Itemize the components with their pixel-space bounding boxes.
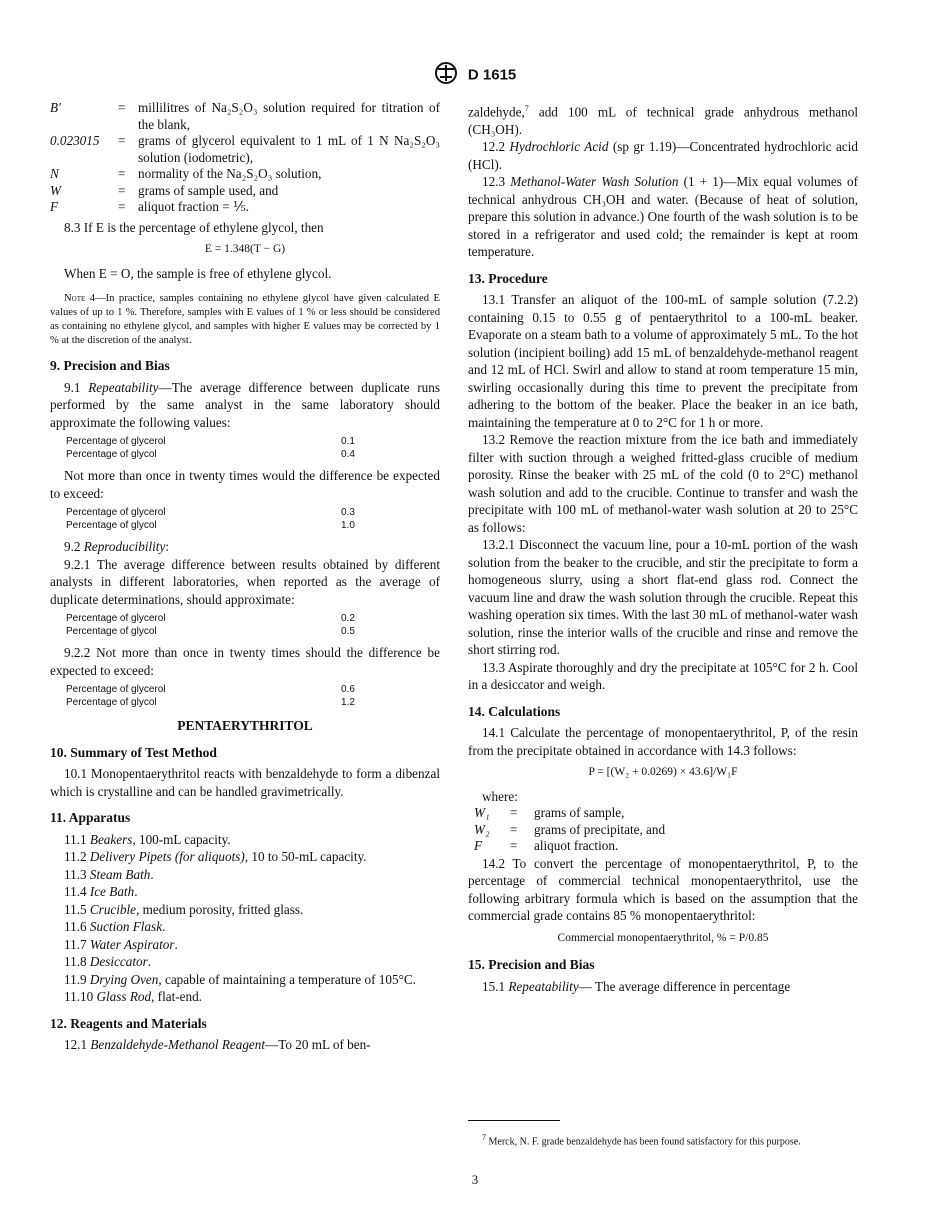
apparatus-list <box>50 831 440 1006</box>
values-row <box>66 519 355 532</box>
values-value: 0.3 <box>341 507 355 518</box>
paragraph-13-3: 13.3 Aspirate thoroughly and dry the precipitate at 105°C for 2 h. Cool in a desiccator and weigh. <box>468 659 858 693</box>
equals-sign: = <box>510 805 518 821</box>
definition-row <box>50 133 440 166</box>
footnote-7: $^7$ Merck, N. F. grade benzaldehyde has been found satisfactory for this purpose. <box>482 1133 801 1148</box>
apparatus-item: 11.9 Drying Oven, capable of maintaining a temperature of 105°C. <box>64 971 416 987</box>
definition-symbol: F <box>474 838 483 854</box>
values-value: 1.0 <box>341 520 355 531</box>
definition-symbol: N <box>50 166 59 181</box>
values-row <box>66 696 355 709</box>
paragraph-8-3: 8.3 If E is the percentage of ethylene glycol, then <box>64 219 324 235</box>
apparatus-item: 11.5 Crucible, medium porosity, fritted glass. <box>64 901 304 917</box>
values-row <box>66 683 355 696</box>
heading-14: 14. Calculations <box>468 703 561 719</box>
paragraph-9-2: 9.2 Reproducibility: <box>64 539 169 554</box>
heading-10: 10. Summary of Test Method <box>50 744 217 760</box>
values-value: 1.2 <box>341 697 355 708</box>
values-label: Percentage of glycerol <box>66 507 166 518</box>
apparatus-item: 11.2 Delivery Pipets (for aliquots), 10 to 50-mL capacity. <box>64 849 367 864</box>
definition-row <box>50 166 440 183</box>
paragraph-9-2-2: 9.2.2 Not more than once in twenty times should the difference be expected to exceed: <box>50 645 440 678</box>
paragraph-9-2-1: 9.2.1 The average difference between results obtained by different analysts in different laboratories, when reported as the average of duplicate determinations, should approximate: <box>50 556 440 607</box>
heading-13: 13. Procedure <box>468 270 548 286</box>
equals-sign: = <box>118 182 126 198</box>
definition-text: millilitres of Na₂S₂O₃ solution required for titration of the blank, <box>138 100 440 132</box>
paragraph-14-2: 14.2 To convert the percentage of monopentaerythritol, P, to the percentage of commercial technical monopentaerythritol, use the following arbitrary formula which is based on the assumption that the commercial grade contains 85 % monopentaerythritol: <box>468 855 858 924</box>
heading-9: 9. Precision and Bias <box>50 358 170 373</box>
apparatus-item: 11.7 Water Aspirator. <box>64 936 178 952</box>
note-4: Note 4—In practice, samples containing no ethylene glycol have given calculated E values of up to 1 %. Therefore, samples with E values of 1 % or less should be considered as containing no ethylene glycol, and samples with higher E values may be corrected by 1 % at the discretion of the analyst. <box>50 293 440 346</box>
paragraph-9-1: 9.1 Repeatability—The average difference between duplicate runs performed by the same analyst in the same laboratory should approximate the following values: <box>50 379 440 430</box>
values-value: 0.2 <box>341 613 355 624</box>
definition-text: aliquot fraction = ⅕. <box>138 199 250 214</box>
values-label: Percentage of glycol <box>66 520 157 531</box>
values-row <box>66 506 355 519</box>
astm-logo-icon <box>434 62 458 88</box>
definition-text: grams of glycerol equivalent to 1 mL of 1 N Na₂S₂O₃ solution (iodometric), <box>138 133 440 165</box>
values-label: Percentage of glycol <box>66 449 157 460</box>
values-table-2 <box>66 506 355 532</box>
paragraph-12-2: 12.2 Hydrochloric Acid (sp gr 1.19)—Concentrated hydrochloric acid (HCl). <box>468 139 858 172</box>
values-table-3 <box>66 612 355 638</box>
equals-sign: = <box>510 838 518 854</box>
values-label: Percentage of glycerol <box>66 684 166 695</box>
definition-symbol: F <box>50 199 59 214</box>
values-label: Percentage of glycol <box>66 626 157 637</box>
paragraph-15-1: 15.1 Repeatability— The average difference in percentage <box>482 978 791 994</box>
values-value: 0.5 <box>341 626 355 637</box>
definition-text: normality of the Na₂S₂O₃ solution, <box>138 166 322 181</box>
heading-12: 12. Reagents and Materials <box>50 1015 207 1031</box>
heading-15: 15. Precision and Bias <box>468 957 595 973</box>
paragraph-13-2: 13.2 Remove the reaction mixture from the ice bath and immediately filter with suction through a weighed fritted-glass crucible of medium porosity. Rinse the beaker with 25 mL of the cold (0 to 2°C) methanol wash solution and add to the crucible. Continue to transfer and wash the precipitate with 100 mL of methanol-water wash solution at 20 to 25°C as follows: <box>468 432 858 535</box>
values-value: 0.4 <box>341 449 355 460</box>
definition-text: grams of sample, <box>534 805 625 821</box>
equals-sign: = <box>510 821 518 837</box>
values-row <box>66 448 355 461</box>
definition-text: aliquot fraction. <box>534 838 619 854</box>
paragraph-13-1: 13.1 Transfer an aliquot of the 100-mL of sample solution (7.2.2) containing 0.15 to 0.55 g of pentaerythritol to a 100-mL beaker. Evaporate on a steam bath to a volume of approximately 5 mL. To the hot solution (incipient boiling) add 15 mL of benzaldehyde-methanol reagent and 12 mL of HCl. Swirl and allow to stand at room temperature 15 min, swirling occasionally during this time to prevent the precipitate from adhering to the bottom of the beaker. Place the beaker in an ice bath, maintaining the temperature at 0 to 2°C for 1 h or more. <box>468 292 858 430</box>
definition-symbol: B′ <box>50 100 61 115</box>
definition-symbol: W₂ <box>474 821 490 837</box>
heading-11: 11. Apparatus <box>50 810 131 825</box>
apparatus-item: 11.6 Suction Flask. <box>64 919 166 934</box>
apparatus-item: 11.4 Ice Bath. <box>64 884 138 899</box>
document-code: D 1615 <box>467 66 517 84</box>
values-label: Percentage of glycerol <box>66 436 166 447</box>
equation-e: E = 1.348(T − G) <box>204 243 286 255</box>
right-column <box>468 100 858 995</box>
paragraph-14-1: 14.1 Calculate the percentage of monopentaerythritol, P, of the resin from the precipitate obtained in accordance with 14.3 follows: <box>468 725 858 758</box>
paragraph-13-2-1: 13.2.1 Disconnect the vacuum line, pour a 10-mL portion of the wash solution from the beaker to the crucible, and stir the precipitate to form a homogeneous slurry, using a short flat-end glass rod. Connect the vacuum line and draw the wash solution through the crucible. Repeat this washing operation six times. With the last 30 mL of methanol-water wash solution, rinse the interior walls of the crucible and rinse and remove the short stirring rod. <box>468 537 858 658</box>
values-row <box>66 625 355 638</box>
values-table-1 <box>66 435 355 461</box>
footnote-rule <box>468 1120 560 1121</box>
definition-row <box>50 183 440 200</box>
values-label: Percentage of glycol <box>66 697 157 708</box>
definition-row <box>468 822 665 839</box>
paragraph-not-more: Not more than once in twenty times would the difference be expected to exceed: <box>50 468 440 501</box>
definition-row <box>468 805 665 822</box>
paragraph-12-3: 12.3 Methanol-Water Wash Solution (1 + 1)—Mix equal volumes of technical anhydrous CH₃OH and water. (Because of heat of solution, prepare this solution in advance.) One fourth of the wash solution is to be stored in a refrigerator and used cold; the remainder is kept at room temperature. <box>468 174 858 260</box>
values-row <box>66 435 355 448</box>
definition-symbol: W <box>50 182 61 198</box>
paragraph-10-1: 10.1 Monopentaerythritol reacts with benzaldehyde to form a dibenzal which is crystalline and can be handled gravimetrically. <box>50 766 440 799</box>
where-label: where: <box>482 788 518 804</box>
paragraph-e-zero: When E = O, the sample is free of ethylene glycol. <box>64 265 332 281</box>
equation-p: P = [(W₂ + 0.0269) × 43.6]/W₁F <box>588 766 738 779</box>
values-label: Percentage of glycerol <box>66 613 166 624</box>
definition-symbol: W₁ <box>474 805 490 821</box>
equals-sign: = <box>118 166 126 181</box>
definitions-table <box>50 100 440 216</box>
definition-symbol: 0.023015 <box>50 133 100 148</box>
values-table-4 <box>66 683 355 709</box>
apparatus-item: 11.8 Desiccator. <box>64 954 152 969</box>
definition-text: grams of sample used, and <box>138 182 279 198</box>
section-title: PENTAERYTHRITOL <box>177 718 313 733</box>
page-number: 3 <box>471 1172 479 1187</box>
paragraph-12-1: 12.1 Benzaldehyde-Methanol Reagent—To 20 mL of ben- <box>64 1037 371 1052</box>
left-column <box>50 100 440 1054</box>
apparatus-item: 11.1 Beakers, 100-mL capacity. <box>64 831 231 847</box>
definition-text: grams of precipitate, and <box>534 821 666 837</box>
equation-commercial: Commercial monopentaerythritol, % = P/0.85 <box>557 931 769 944</box>
definition-row <box>50 199 440 216</box>
definition-row <box>50 100 440 133</box>
equals-sign: = <box>118 100 126 115</box>
page-header <box>0 62 950 88</box>
apparatus-item: 11.3 Steam Bath. <box>64 866 154 882</box>
equals-sign: = <box>118 199 126 214</box>
definition-row <box>468 838 665 855</box>
values-value: 0.6 <box>341 684 355 695</box>
values-value: 0.1 <box>341 436 355 447</box>
apparatus-item: 11.10 Glass Rod, flat-end. <box>64 989 202 1004</box>
paragraph-12-1-cont: zaldehyde,$^7$ add 100 mL of technical grade anhydrous methanol (CH₃OH). <box>468 104 858 137</box>
equals-sign: = <box>118 133 126 148</box>
values-row <box>66 612 355 625</box>
definitions-table-14 <box>468 805 665 855</box>
